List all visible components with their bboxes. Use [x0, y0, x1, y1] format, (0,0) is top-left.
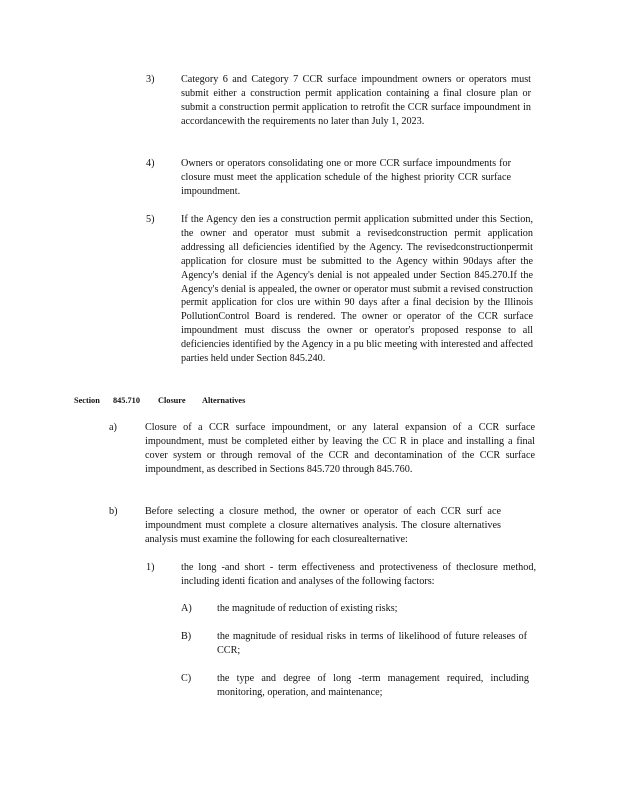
factor-text: the magnitude of residual risks in terms of likelihood of future releases of CCR; [217, 631, 527, 656]
item-number: 4) [146, 158, 155, 169]
subsection-text: Closure of a CCR surface impoundment, or any lateral expansion of a CCR surface impoundment, must be completed either by leaving the CC R in place and installing a final cover system or through removal of the CCR and decontamination of the CCR surface impoundment, as described in Sections 845.720 through 845.760. [145, 422, 535, 475]
factor-a [181, 602, 541, 618]
section-title-word: Alternatives [202, 396, 246, 405]
factor-letter: B) [181, 631, 192, 642]
item-number: 5) [146, 214, 155, 225]
section-title-word: Closure [158, 396, 186, 405]
subsection-b [109, 505, 539, 549]
factor-text: the type and degree of long -term management required, including monitoring, operation, and maintenance; [217, 673, 529, 698]
item-text: Owners or operators consolidating one or more CCR surface impoundments for closure must meet the application schedule of the highest priority CCR surface impoundment. [181, 158, 511, 197]
list-item-1 [146, 561, 536, 591]
section-label: Section [74, 396, 100, 405]
factor-letter: A) [181, 603, 192, 614]
item-number: 3) [146, 74, 155, 85]
item-number: 1) [146, 562, 155, 573]
list-item-5 [146, 213, 536, 383]
list-item-4 [146, 157, 536, 201]
subsection-text: Before selecting a closure method, the owner or operator of each CCR surf ace impoundment must complete a closure alternatives analysis. The closure alternatives analysis must examine the following for each closurealternative: [145, 506, 501, 545]
subsection-a [109, 421, 539, 493]
item-text: the long -and short - term effectiveness and protectiveness of theclosure method, including identi fication and analyses of the following factors: [181, 562, 536, 587]
section-number: 845.710 [113, 396, 140, 405]
item-text: If the Agency den ies a construction permit application submitted under this Section, the owner and operator must submit a revisedconstruction permit application addressing all deficiencies identified by the Agency. The revisedconstructionpermit application for closure must be submitted to the Agency within 90days after the Agency's denial if the Agency's denial is not appealed under Section 845.270.If the Agency's denial is appealed, the owner or operator must submit a revised construction permit application for clos ure within 90 days after a final decision by the Illinois PollutionControl Board is rendered. The owner or operator of the CCR surface impoundment must discuss the owner or operator's proposed response to all deficiencies identified by the Agency in a pu blic meeting with interested and affected parties held under Section 845.240. [181, 214, 533, 365]
subsection-letter: a) [109, 422, 117, 433]
subsection-letter: b) [109, 506, 118, 517]
factor-letter: C) [181, 673, 192, 684]
factor-c [181, 672, 541, 702]
item-text: Category 6 and Category 7 CCR surface impoundment owners or operators must submit either a construction permit application containing a final closure plan or submit a construction permit application to retrofit the CCR surface impoundment in accordancewith the requirements no later than July 1, 2023. [181, 74, 531, 127]
list-item-3 [146, 73, 536, 145]
factor-text: the magnitude of reduction of existing risks; [217, 603, 398, 614]
factor-b [181, 630, 541, 660]
